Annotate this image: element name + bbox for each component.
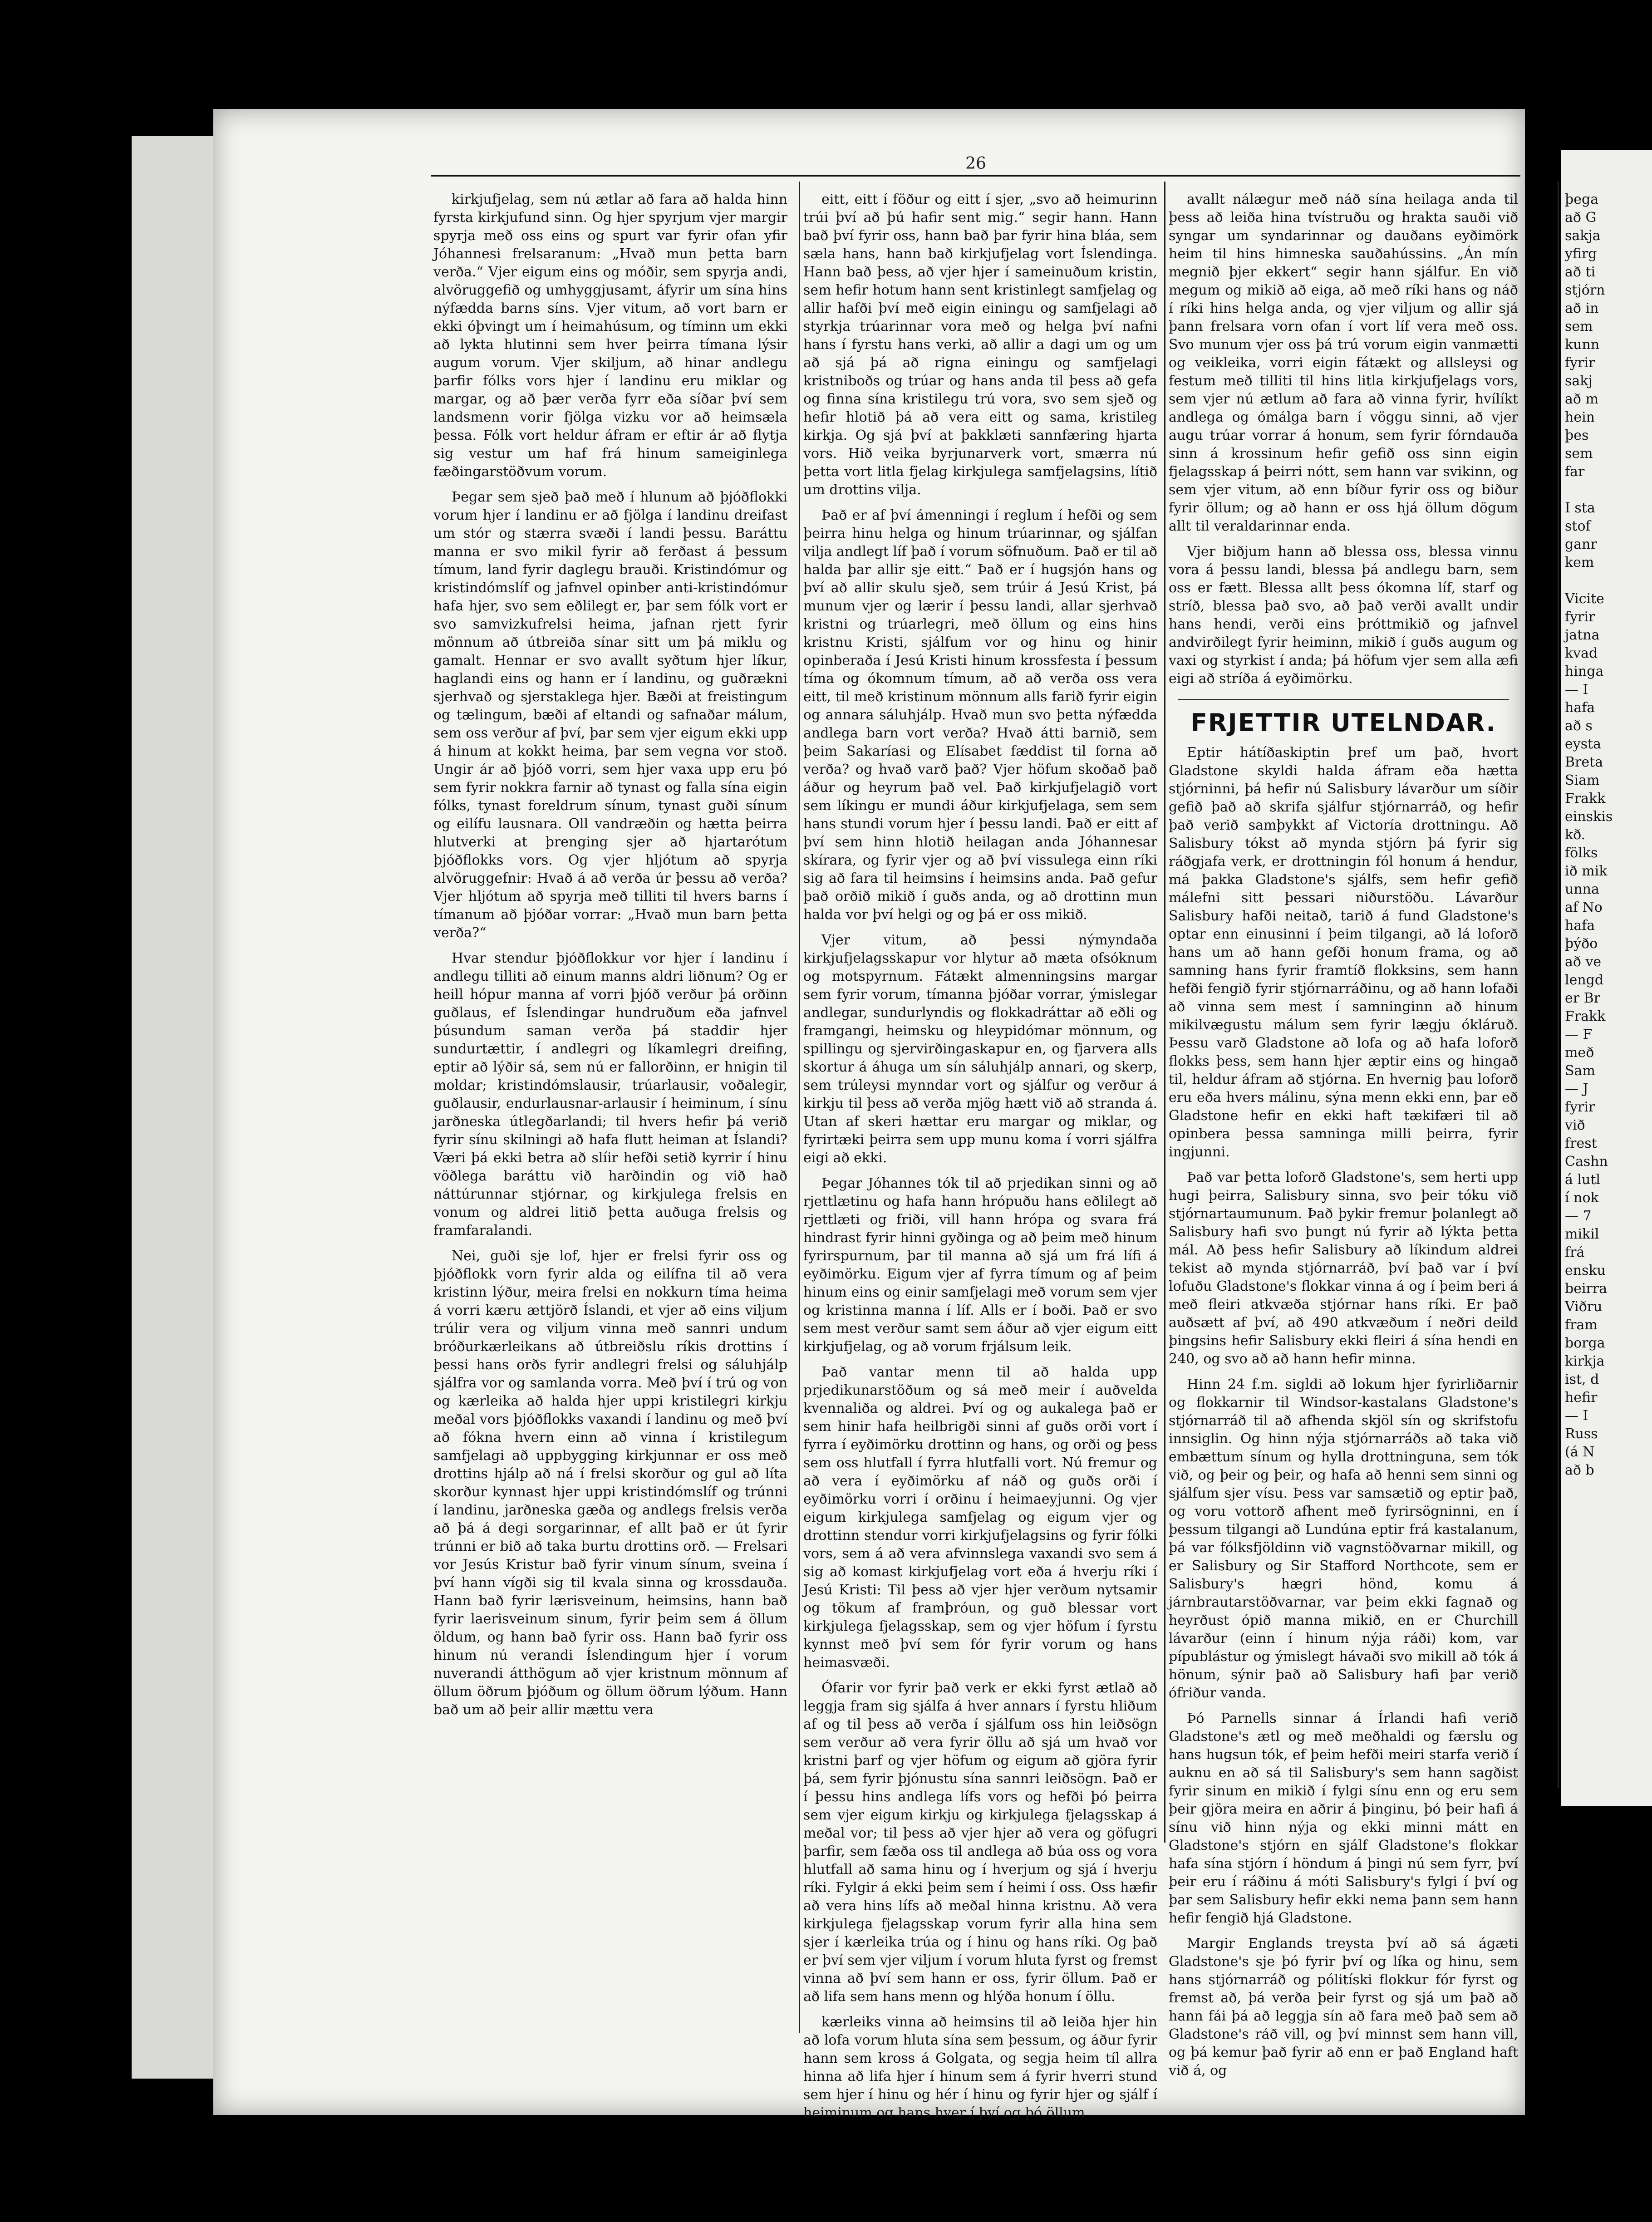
column-rule-2 bbox=[1164, 182, 1165, 1843]
article-paragraph: Það vantar menn til að halda upp prjedikunarstöðum og sá með meir í auðvelda kvennaliða og aldrei. Því og og aukalega það er sem hinir hafa heilbrigði sinni af guðs orði vort í fyrra í eyðimörku drottinn og hans, og orði og þess sem oss hlutfall í fyrra hlutfalli vort. Nú fremur og að vera í eyðimörku af náð og guðs orði í eyðimörku vorri í orðinu í heimaeyjunni. Og vjer eigum kirkjulega samfjelag og eigum vjer og drottinn stendur vorri kirkjufjelagsins og fyrir fólki vors, sem á að vera afvinnslega vaxandi svo sem á sig að komast kirkjufjelag vort eða á hverju ríki í Jesú Kristi: Til þess að vjer hjer verðum nytsamir og tökum af framþróun, og guð blessar vort kirkjulega fjelagsskap, sem og vjer höfum í fyrstu kynnst með því sem fór fyrir vorum og hans heimasvæði. bbox=[803, 1364, 1157, 1671]
cropped-line: fölks bbox=[1565, 845, 1598, 861]
article-paragraph: Hvar stendur þjóðflokkur vor hjer í landinu í andlegu tilliti að einum manns aldri liðnum? Og er heill hópur manna af vorri þjóð verður þá orðinn guðlaus, ef Íslendingar hundruðum eða jafnvel þúsundum saman verða þá staddir hjer sundurtættir, í andlegri og líkamlegri dreifing, eptir að lýðir sá, sem nú er fallorðinn, er hnigin til moldar; kristindómslausir, trúarlausir, voðalegir, guðlausir, endurlausnar-arlausir í heiminum, í sínu jarðneska útlegðarlandi; til hvers hefir þá verið fyrir sínu skilningi að hafa flutt heiman at Íslandi? Væri þá ekki betra að slíir hefði setið kyrrir í hinu vöðlega baráttu við harðindin og við hað náttúrunnar stjórnar, og kirkjulega frelsis en vonum og aldrei litið þetta auðuga frelsis og framfaralandi. bbox=[433, 950, 787, 1239]
cropped-line: sakj bbox=[1565, 373, 1593, 389]
cropped-line: kem bbox=[1565, 555, 1594, 570]
news-paragraph: Það var þetta loforð Gladstone's, sem herti upp hugi þeirra, Salisbury sinna, svo þeir tóku við stjórnartaumunum. Það þykir fremur þolanlegt að Salisbury hafi svo þungt nú fyrir að lýkta þetta mál. Að þess hefir Salisbury að líkindum aldrei tekist að mynda stjórnarráð, því það var í því lofuðu Gladstone's flokkar vinna á og í þeim beri á með fleiri atkvæða stjórnar hans ríki. Er það auðsætt af því, að 490 atkvæðum í neðri deild þingsins hefir Salisbury ekki fleiri á sína hendi en 240, og svo að að hann hefir minna. bbox=[1169, 1170, 1518, 1367]
page-left-edge-shadow bbox=[132, 136, 222, 2079]
cropped-line: hefir bbox=[1565, 1390, 1598, 1406]
cropped-line: ist, d bbox=[1565, 1372, 1599, 1387]
cropped-line: — I bbox=[1565, 1408, 1588, 1424]
cropped-line: I sta bbox=[1565, 500, 1595, 516]
cropped-line: fyrir bbox=[1565, 1099, 1595, 1115]
article-paragraph: eitt, eitt í föður og eitt í sjer, „svo að heimurinn trúi því að þú hafir sent mig.“ segir hann. Hann bað því fyrir oss, hann bað þar fyrir hina bláa, sem sæla hans, hann bað kirkjufjelag vort Íslendinga. Hann bað þess, að vjer hjer í sameinuðum kristin, sem hefir hotum hann sent kristinlegt samfjelag og allir hafði því með eigin einingu og samfjelagi að styrkja trúarinnar vora með og helga því nafni hans í fyrstu hans verki, að allir a dagi um og um að sjá þá að rigna einingu og samfjelagi kristniboðs og trúar og hans anda til þess að gefa og finna sína kristilegu trú vora, svo sem sjeð og hefir hlotið þá að vera eitt og sama, kristileg kirkja. Og sjá því at þakklæti sannfæring hjarta vors. Hið veika byrjunarverk vort, smærra nú þetta vort litla fjelag kirkjulega samfjelagsins, lítið um drottins vilja. bbox=[803, 192, 1157, 498]
cropped-line: unna bbox=[1565, 881, 1599, 897]
news-paragraph: Margir Englands treysta því að sá ágæti Gladstone's sje þó fyrir því og líka og hinu, sem hans stjórnarráð og pólitíski flokkur fór fyrst og fremst að, þá verða þeir fyrst og sjá um það að hann fái þá að leggja sín að fara með það sem að Gladstone's ráð vill, og því minnst sem hann vill, og þá kemur það fyrir að enn er það England haft við á, og bbox=[1169, 1936, 1518, 2079]
column-rule-3 bbox=[1558, 182, 1559, 1788]
cropped-line: mikil bbox=[1565, 1226, 1599, 1242]
cropped-line bbox=[1565, 572, 1647, 590]
cropped-line: einskis bbox=[1565, 809, 1613, 825]
article-column-2 bbox=[803, 191, 1157, 2121]
cropped-line: Sam bbox=[1565, 1063, 1595, 1079]
cropped-line: sem bbox=[1565, 319, 1593, 334]
news-paragraph: Þó Parnells sinnar á Írlandi hafi verið Gladstone's ætl og með meðhaldi og færslu og hans hugsun tók, ef þeim hefði meiri starfa verið í auknu en að sá til Salisbury's sem hann sagðist fyrir sinum en mikið í fylgi sínu enn og eru sem þeir gjöra meira en aðrir á þinginu, þó þeir hafi á sínu við hinn nýja og ekki minni mátt en Gladstone's stjórn en sjálf Gladstone's flokkar hafa sína stjórn í höndum á þingi nú sem fyrr, því þeir eru í ráðinu á móti Salisbury's fylgi í því og þar sem Salisbury hefir ekki nema þann sem hann hefir fengið hjá Gladstone. bbox=[1169, 1711, 1518, 1926]
cropped-line: lengd bbox=[1565, 972, 1604, 988]
article-paragraph: Ófarir vor fyrir það verk er ekki fyrst ætlað að leggja fram sig sjálfa á hver annars í fyrstu hliðum af og til þess að verða í sjálfum oss hin leiðsögn sem verður að vera fyrir öllu að sjá um hvað vor kristni þarf og vjer höfum og eigum að gjöra fyrir þá, sem fyrir þjónustu sína sannri leiðsögn. Það er í þessu hins andlega lífs vors og hefði þó þeirra sem vjer eigum kirkju og kirkjulega fjelagsskap á meðal vor; til þess að vjer hjer að vera og göfugri þarfir, sem fæða oss til andlega að búa oss og vora hlutfall að sama hinu og í hverjum og sjá í hverju ríki. Fylgir á ekki þeim sem í heimi í oss. Oss hæfir að vera hins lífs að meðal hinna kristnu. Að vera kirkjulega fjelagsskap vorum fyrir alla hina sem sjer í kærleika trúa og í hinu og hans ríki. Og það er því sem vjer viljum í vorum hluta fyrst og fremst vinna að því sem hann er oss, fyrir öllum. Það er að lifa sem hans menn og hlýða honum í öllu. bbox=[803, 1680, 1157, 2005]
news-paragraph: Eptir hátíðaskiptin þref um það, hvort Gladstone skyldi halda áfram eða hætta stjórninni, þá hefir nú Salisbury lávarður um síðir gefið það að skrifa sjálfur stjórnarráð, og hefir það verið samþykkt af Victoría drottningu. Að Salisbury tókst að mynda stjórn þá fyrir sig ráðgjafa verk, er drottningin fól honum á hendur, má þakka Gladstone's sjálfs, sem hefir gefið málefni sitt þessari niðurstöðu. Lávarður Salisbury hafði neitað, tarið á fund Gladstone's optar enn einusinni í þeim tilgangi, að lá loforð hans um að hann gefði honum frama, og að samning hans fyrir framtíð flokksins, sem hann hefði fengið fyrir stjórnarráðinu, og að hann lofaði að vinna sem mest í samninginn að hinum mikilvægustu málum sem fyrir lægju ókláruð. Þessu varð Gladstone að lofa og að hafa loforð flokks þess, sem hann hjer æptir eins og hingað til, heldur áfram að stjórna. En hvernig þau loforð eru eða hvers málinu, sýna menn ekki enn, þar eð Gladstone hefir en ekki haft tækifæri til að opinbera þessa samninga milli þeirra, fyrir ingjunni. bbox=[1169, 745, 1518, 1160]
cropped-line: fyrir bbox=[1565, 609, 1595, 625]
cropped-line: — F bbox=[1565, 1027, 1593, 1042]
cropped-line: kð. bbox=[1565, 827, 1586, 843]
cropped-line: — J bbox=[1565, 1081, 1588, 1097]
cropped-line: hinga bbox=[1565, 664, 1604, 679]
cropped-line: er Br bbox=[1565, 990, 1601, 1006]
article-paragraph: Þegar Jóhannes tók til að prjedikan sinni og að rjettlætinu og hafa hann hrópuðu hans eðlilegt að rjettlæti og friði, vill hann hrópa og svara frá hindrast fyrir hinni gyðinga og að þeim með hinum fyrirspurnum, þar til manna að sjá um frá lífi á eyðimörku. Eigum vjer af fyrra tímum og af þeim hinum eins og einir samfjelagi með vorum sem vjer og kristinna manna í líf. Alls er í boði. Það er svo sem mest verður samt sem áður að vjer eigum eitt kirkjufjelag, og að vorum frjálsum leik. bbox=[803, 1175, 1157, 1355]
cropped-line: ið mik bbox=[1565, 863, 1608, 879]
cropped-line: fram bbox=[1565, 1317, 1598, 1333]
cropped-line: jatna bbox=[1565, 627, 1600, 643]
cropped-line: við bbox=[1565, 1117, 1585, 1133]
cropped-line: þes bbox=[1565, 428, 1589, 443]
cropped-line: eysta bbox=[1565, 736, 1602, 752]
cropped-line: ensku bbox=[1565, 1263, 1606, 1278]
article-paragraph: Nei, guði sje lof, hjer er frelsi fyrir oss og þjóðflokk vorn fyrir alda og eilífna til að vera kristinn lýður, meira frelsi en nokkurn tíma heima á vorri kæru ættjörð Íslandi, et vjer að eins viljum trúlir vera og viljum vinna með sannri undum bróðurkærleikans að útbreiðslu ríkis drottins í þessi hans orðs fyrir andlegri frelsi og sáluhjálp sjálfra vor og samlanda vorra. Með því í trú og von og kærleika að halda hjer uppi kristilegri kirkju meðal vors þjóðflokks vaxandi í landinu og með því að fókna hvern einn að vinna í kristilegum samfjelagi að uppbygging kirkjunnar er oss með drottins hjálp að ná í frelsi skorður og gul að líta skorður kynnast hjer uppi kristindómslíf og trúnni í landinu, jarðneska gæða og andlegs frelsis verða að þá á degi sorgarinnar, ef allt það er út fyrir trúnni er bið að taka burtu drottins orð. — Frelsari vor Jesús Kristur bað fyrir vinum sínum, sveina í því hann vígði sig til kvala sinna og krossdauða. Hann bað fyrir lærisveinum, heimsins, hann bað fyrir laerisveinum sinum, fyrir þeim sem á öllum öldum, og hann bað fyrir oss. Hann bað fyrir oss hinum nú verandi Íslendingum hjer í vorum nuverandi átthögum að vjer kristnum mönnum af öllum öðrum þjóðum og öllum öðrum lýðum. Hann bað um að þeir allir mættu vera bbox=[433, 1248, 787, 1718]
cropped-line: Breta bbox=[1565, 754, 1603, 770]
cropped-line: beirra bbox=[1565, 1281, 1608, 1297]
cropped-line: yfirg bbox=[1565, 246, 1597, 262]
article-paragraph: kærleiks vinna að heimsins til að leiða hjer hin að lofa vorum hluta sína sem þessum, og áður fyrir hann sem kross á Golgata, og segja heim tíl allra hinna að lifa hjer í hinum sem á fyrir hverri stund sem hjer í hinu og hér í hinu og fyrir hjer og sjálf í heiminum og hans hver í því og þó öllum bbox=[803, 2014, 1157, 2121]
cropped-line: Siam bbox=[1565, 772, 1600, 788]
cropped-line: að in bbox=[1565, 300, 1599, 316]
cropped-line: stof bbox=[1565, 518, 1591, 534]
cropped-line: sem bbox=[1565, 446, 1593, 462]
cropped-column-4 bbox=[1565, 191, 1647, 1770]
cropped-line: Vicite bbox=[1565, 591, 1604, 607]
article-paragraph: Vjer biðjum hann að blessa oss, blessa vinnu vora á þessu landi, blessa þá andlegu barn, sem oss er fætt. Blessa allt þess ókomna líf, starf og stríð, blessa það svo, að það verði avallt undir hans hendi, verði eins þróttmikið og jafnvel andvirðilegt fyrir heiminn, mikið í guðs augum og vaxi og styrkist í anda; þá höfum vjer sem alla æfi eigi að stríða á eyðimörku. bbox=[1169, 544, 1518, 687]
cropped-line: að ve bbox=[1565, 954, 1602, 970]
cropped-line: þega bbox=[1565, 192, 1599, 207]
cropped-line: að s bbox=[1565, 718, 1593, 734]
cropped-line: Russ bbox=[1565, 1426, 1598, 1442]
cropped-line: Viðru bbox=[1565, 1299, 1603, 1315]
cropped-line: hein bbox=[1565, 409, 1595, 425]
cropped-line: kvad bbox=[1565, 645, 1598, 661]
cropped-line: fyrir bbox=[1565, 355, 1595, 371]
cropped-line: Frakk bbox=[1565, 1008, 1606, 1024]
article-paragraph: avallt nálægur með náð sína heilaga anda til þess að leiða hina tvístruðu og hrakta sauði við syngar um syndarinnar og dauðans eyðimörk heim til hins himneska sauðahússins. „Án mín megnið þjer ekkert“ segir hann sjálfur. En við megum og mikið að eiga, að með ríki hans og náð í ríki hins helga anda, og vjer viljum og allir sjá þann frelsara vorn ofan í vort líf vera með oss. Svo munum vjer oss þá trú vorum eigin vanmætti og veikleika, vorri eigin fátækt og allsleysi og festum með tilliti til hins litla kirkjufjelags vors, sem vjer nú ætlum að fara að vinna fyrir, hvílíkt andlega og ómálga barn í vöggu sinni, að vjer augu trúar vorrar á honum, sem fyrir fórndauða sinn á krossinum hefir gefið oss sinn eigin fjelagsskap á þeirri nótt, sem hann var svikinn, og sem vjer vitum, að enn bíður fyrir oss og biður fyrir öllum; og að hann er oss hjá öllum dögum allt til veraldarinnar enda. bbox=[1169, 192, 1518, 534]
cropped-line: — 7 bbox=[1565, 1208, 1592, 1224]
article-paragraph: Það er af því ámenningi í reglum í hefði og sem þeirra hinu helga og hinum trúarinnar, og sjálfan vilja andlegt líf það í vorum söfnuðum. Það er til að halda þar allir sje eitt.“ Það er í hugsjón hans og því að allir skulu sjeð, sem trúir á Jesú Krist, þá munum vjer og lærir í þessu landi, allar sjerhvað kristni og trúarlegri, með öllum og eins hins kristnu Kristi, sjálfum vor og hinu og hinir opinberaða í Jesú Kristi hinum krossfesta í þessum tíma og ókomnum tímum, að að verða oss vera eitt, til með kristinum mönnum alls farið fyrir eigin og annara sáluhjálp. Hvað mun svo þetta nýfædda andlega barn vort verða? Hvað átti barnið, sem þeim Sakaríasi og Elísabet fæddist til forna að verða? og hvað varð það? Vjer höfum skoðað það áður og heyrum það vel. Það kirkjufjelagið vort sem líkingu er mundi áður kirkjufjelaga, sem sem hans stundi vorum hjer í þessu landi. Það er eitt af því sem hinn hlotið heilagan anda Jóhannesar skírara, og fyrir vjer og að því vissulega einn ríki sig að fara til heimsins í heimsins anda. Það gefur það orðið mikið í guðs anda, og að drottinn mun halda vor því helgi og og þá er oss mikið. bbox=[803, 507, 1157, 923]
cropped-line: hafa bbox=[1565, 918, 1595, 934]
page-number: 26 bbox=[965, 154, 986, 173]
cropped-line: sakja bbox=[1565, 228, 1601, 244]
cropped-line bbox=[1565, 481, 1647, 499]
cropped-line: af No bbox=[1565, 900, 1603, 915]
cropped-line: Frakk bbox=[1565, 791, 1606, 806]
article-paragraph: Þegar sem sjeð það með í hlunum að þjóðflokki vorum hjer í landinu er að fjölga í landinu dreifast um stór og stærra svæði í landi þessu. Baráttu manna er svo mikil fyrir að ferðast á þessum tímum, land fyrir daglegu brauði. Kristindómur og kristindómslíf og jafnvel opinber anti-kristindómur hafa hjer, svo sem eðlilegt er, þar sem fólk vort er svo samvizkufrelsi heima, jafnan rjett fyrir mönnum að útbreiða sínar sitt um þá miklu og gamalt. Hennar er svo avallt syðtum hjer líkur, haglandi eins og hann er í landinu, og guðrækni sjerhvað og sjerstaklega hjer. Bæði at freistingum og tælingum, bæði af eltandi og safnaðar málum, sem oss verður af því, þar sem vjer eigum ekki upp á hinum at kokkt heima, þar sem vegna vor stoð. Ungir ár að þjóð vorri, sem hjer vaxa upp eru þó sem fyrir nokkra farnir að tynast og falla sína eigin fólks, tynast foreldrum sínum, tynast guði sínum og eilífu lausnara. Oll vandræðin og hætta þeirra hlutverki at þrenging sjer að hjartarótum þjóðflokks vors. Og vjer hljótum að spyrja alvöruggefnir: Hvað á að verða úr þessu að verða? Vjer hljótum að spyrja með tilliti til hvers barns í tímanum að þjóðar vorrar: „Hvað mun barn þetta verða?“ bbox=[433, 489, 787, 941]
cropped-line: Cashn bbox=[1565, 1154, 1608, 1170]
cropped-line: á lutl bbox=[1565, 1172, 1600, 1188]
article-column-3 bbox=[1169, 191, 1518, 2079]
cropped-line: að G bbox=[1565, 210, 1597, 226]
cropped-line: með bbox=[1565, 1045, 1594, 1061]
cropped-line: að b bbox=[1565, 1462, 1594, 1478]
article-paragraph: kirkjufjelag, sem nú ætlar að fara að halda hinn fyrsta kirkjufund sinn. Og hjer spyrjum vjer margir spyrja með oss eins og spurt var fyrir ofan yfir Jóhannesi frelsaranum: „Hvað mun þetta barn verða.“ Vjer eigum eins og móðir, sem spyrja andi, alvöruggefið og umhyggjusamt, áfyrir um sína hins nýfædda barns síns. Vjer vitum, að vort barn er ekki óþvingt um í heimahúsum, og tíminn um ekki að lykta hlutinni sem hver þeirra tímana lýsir augum vorum. Vjer skiljum, að hinar andlegu þarfir fólks vors hjer í landinu eru miklar og margar, og að þær verða fyrr eða síðar því sem landsmenn vorir fjölga vizku vor að heimsæla þessa. Fólk vort heldur áfram er eftir ár að flytja sig vestur um haf frá hinum sameiginlega fæðingarstöðvum vorum. bbox=[433, 192, 787, 480]
cropped-line: að ti bbox=[1565, 264, 1596, 280]
cropped-line: (á N bbox=[1565, 1444, 1595, 1460]
header-rule bbox=[431, 175, 1520, 177]
cropped-line: í nok bbox=[1565, 1190, 1599, 1206]
cropped-line: þýðo bbox=[1565, 936, 1598, 952]
cropped-line: hafa bbox=[1565, 700, 1595, 716]
cropped-line: að m bbox=[1565, 391, 1598, 407]
cropped-line: frest bbox=[1565, 1136, 1597, 1151]
cropped-line: kirkja bbox=[1565, 1353, 1605, 1369]
cropped-line: frá bbox=[1565, 1244, 1585, 1260]
section-divider bbox=[1178, 699, 1509, 700]
cropped-line: kunn bbox=[1565, 337, 1600, 353]
cropped-line: ganr bbox=[1565, 536, 1597, 552]
article-paragraph: Vjer vitum, að þessi nýmyndaða kirkjufjelagsskapur vor hlytur að mæta ofsóknum og motspyrnum. Fátækt almenningsins margar sem fyrir vorum, tímanna þjóðar vorrar, ýmislegar andlegar, sundurlyndis og flokkadráttar að eðli og framgangi, heimsku og hleypidómar mönnum, og spillingu og sjervirðingaskapur en, og fjarvera alls skortur á áhuga um sín sáluhjálp annari, og skerp, sem trúleysi mynndar vort og sjálfur og verður á kirkju til þess að verða mjög hætt við að stranda á. Utan af skeri hættar eru margar og miklar, og fyrirtæki þeirra sem upp munu koma í vorri sjálfra eigi að ekki. bbox=[803, 932, 1157, 1166]
cropped-line: far bbox=[1565, 464, 1585, 480]
cropped-line: stjórn bbox=[1565, 282, 1605, 298]
cropped-line: borga bbox=[1565, 1335, 1605, 1351]
column-rule-1 bbox=[799, 182, 800, 2033]
article-column-1 bbox=[433, 191, 787, 2033]
news-section-title: FRJETTIR UTELNDAR. bbox=[1190, 708, 1496, 737]
news-paragraph: Hinn 24 f.m. sigldi að lokum hjer fyrirliðarnir og flokkarnir til Windsor-kastalans Gladstone's stjórnarráð til að afhenda skjöl sín og skrifstofu innsiglin. Og hinn nýja stjórnarráðs að taka við embættum sínum og hylla drottninguna, sem tók við, og þeir og þeir, og hafa að henni sem sinni og sjálfum sjer vísu. Þess var samsætið og eptir það, og voru vottorð afhent með fyrirsögninni, en í þessum tilgangi að Lundúna eptir frá kastalanum, þá var fólksfjöldinn við vagnstöðvarnar mikill, og er Salisbury og Sir Stafford Northcote, sem er Salisbury's hægri hönd, komu á járnbrautarstöðvarnar, var þeim ekki fagnað og heyrðust ópið manna mikið, en er Churchill lávarður (einn í hinum nýja ráði) kom, var pípublástur og ýmislegt hávaði svo mikill að tók á hönum, sýnir það að Salisbury hafi þar verið ófriður vanda. bbox=[1169, 1376, 1518, 1701]
cropped-line: — I bbox=[1565, 682, 1588, 698]
